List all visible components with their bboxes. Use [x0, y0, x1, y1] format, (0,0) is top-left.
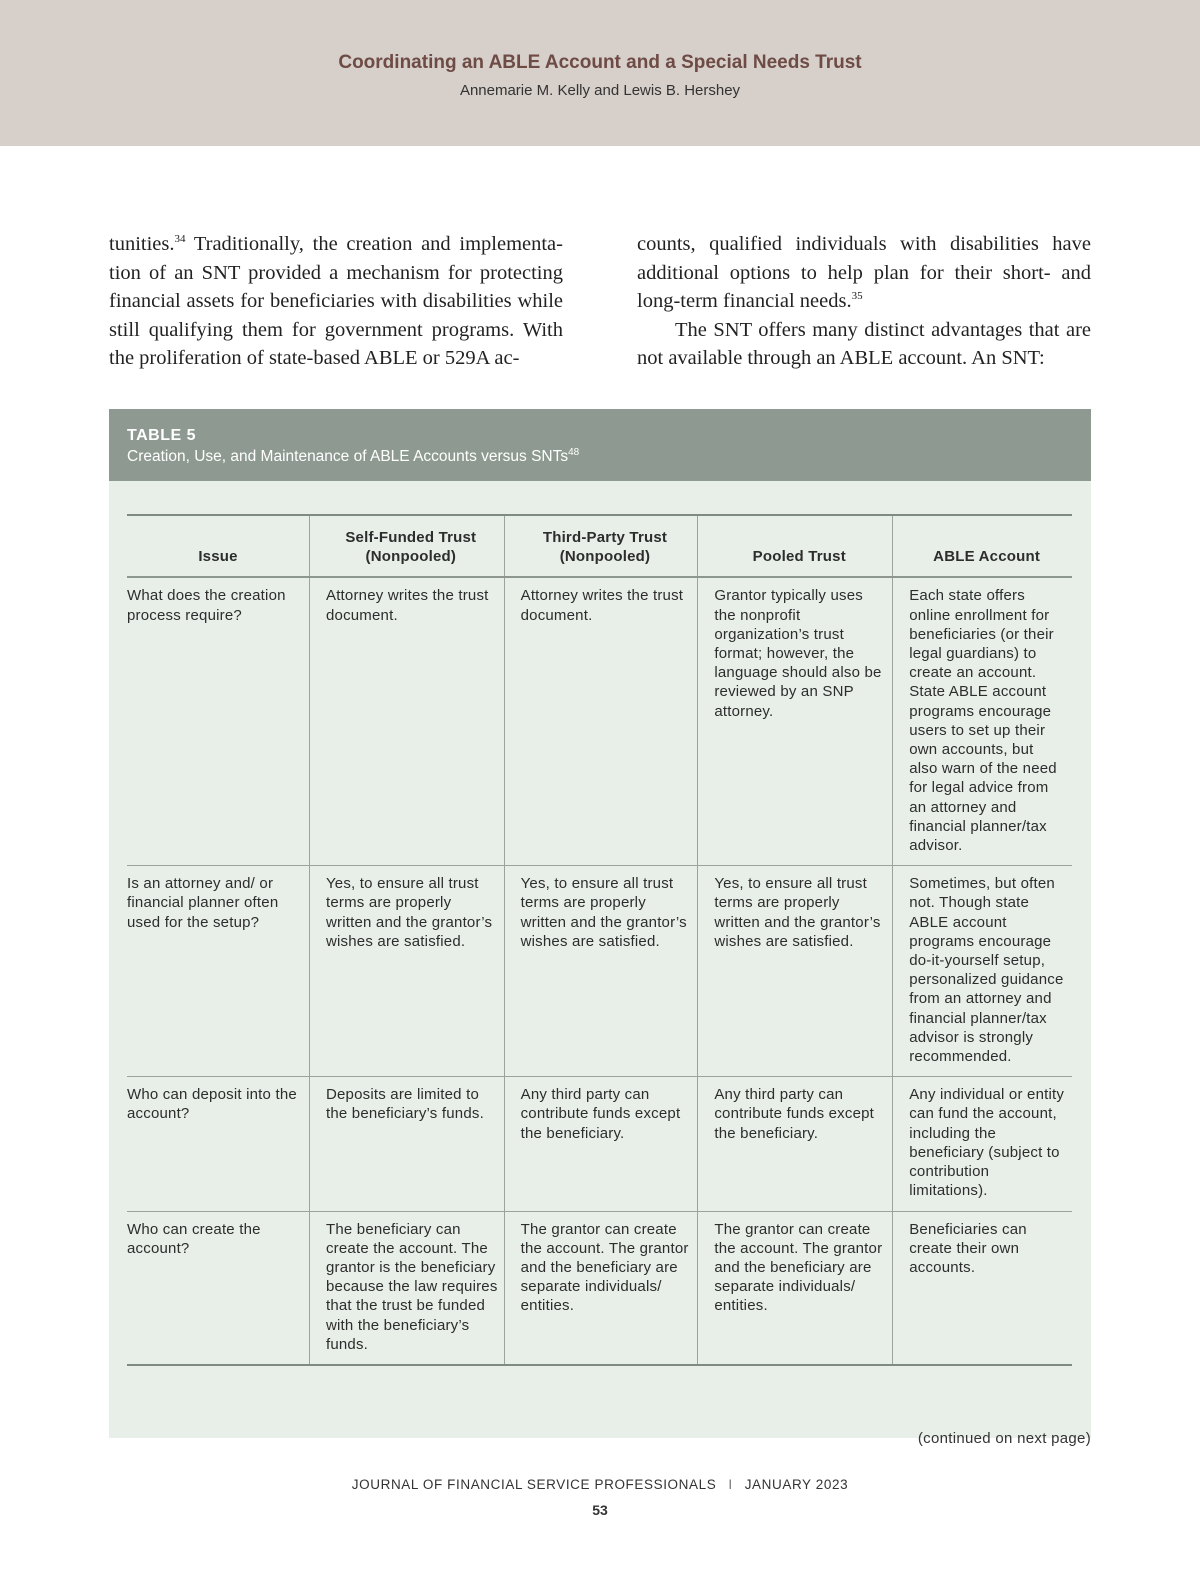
issue-cell: Who can create the account? — [127, 1211, 309, 1365]
continued-note: (continued on next page) — [917, 1430, 1091, 1447]
table-cell: Yes, to ensure all trust terms are properly written and the grantor’s wishes are satisfied. — [698, 866, 893, 1077]
left-paragraph — [109, 230, 563, 373]
article-authors: Annemarie M. Kelly and Lewis B. Hershey — [459, 82, 741, 99]
table-cell: Grantor typically uses the nonprofit organization’s trust format; however, the language should also be reviewed by an SNP attorney. — [698, 577, 893, 865]
table-cell: The grantor can create the account. The grantor and the beneficiary are separate individuals/ entities. — [698, 1211, 893, 1365]
issue-cell: What does the creation process require? — [127, 577, 309, 865]
table-cell: Beneficiaries can create their own accounts. — [893, 1211, 1072, 1365]
footer-separator: I — [728, 1477, 733, 1492]
caption-text: Creation, Use, and Maintenance of ABLE Accounts versus SNTs — [127, 448, 569, 466]
right-column — [637, 230, 1091, 373]
table-cell: Sometimes, but often not. Though state ABLE account programs encourage do-it-yourself setup, personalized guidance from an attorney and financial planner/tax advisor is strongly recommended. — [893, 866, 1072, 1077]
table-cell: Yes, to ensure all trust terms are properly written and the grantor’s wishes are satisfied. — [309, 866, 504, 1077]
table-label: TABLE 5 — [127, 427, 196, 444]
page-number: 53 — [592, 1502, 608, 1518]
table-heading — [109, 409, 1091, 481]
article-title: Coordinating an ABLE Account and a Special Needs Trust — [338, 52, 862, 73]
table-cell: Each state offers online enrollment for beneficiaries (or their legal guardians) to create an account. State ABLE account programs encourage users to set up their own accounts, but also warn of the need for legal advice from an attorney and financial planner/tax advisor. — [893, 577, 1072, 865]
column-header: Self-Funded Trust (Nonpooled) — [309, 515, 504, 577]
table-cell: The beneficiary can create the account. The grantor is the beneficiary because the law requires that the trust be funded with the beneficiary’s funds. — [309, 1211, 504, 1365]
table-cell: Yes, to ensure all trust terms are properly written and the grantor’s wishes are satisfied. — [504, 866, 698, 1077]
table-row — [127, 577, 1072, 865]
table-cell: Any individual or entity can fund the account, including the beneficiary (subject to contribution limitations). — [893, 1077, 1072, 1211]
left-column — [109, 230, 563, 373]
right-text-1: counts, qualified individuals with disabilities have additional options to help plan for their short- and long-term financial needs. — [637, 233, 1091, 312]
running-header — [0, 0, 1200, 146]
page-footer — [0, 1477, 1200, 1492]
left-text-start: tunities. — [109, 233, 175, 255]
right-paragraph-1 — [637, 230, 1091, 316]
table-cell: Deposits are limited to the beneficiary’s funds. — [309, 1077, 504, 1211]
column-header: Pooled Trust — [698, 515, 893, 577]
table-cell: Any third party can contribute funds except the beneficiary. — [698, 1077, 893, 1211]
footnote-ref: 48 — [568, 447, 580, 458]
body-text — [109, 230, 1091, 373]
right-paragraph-2: The SNT offers many distinct advantages that are not available through an ABLE account. An SNT: — [637, 318, 1091, 369]
column-header: Third-Party Trust (Nonpooled) — [504, 515, 698, 577]
left-text-rest: Traditionally, the creation and implementation of an SNT provided a mechanism for protecting financial assets for beneficiaries with disabilities while still qualifying them for government programs. With the proliferation of state-based ABLE or 529A ac- — [109, 233, 563, 369]
footnote-ref: 34 — [174, 233, 186, 246]
table-row — [127, 1077, 1072, 1211]
table-row — [127, 866, 1072, 1077]
issue-date: JANUARY 2023 — [744, 1477, 849, 1492]
table-caption — [127, 447, 1073, 466]
table-cell: Attorney writes the trust document. — [309, 577, 504, 865]
table-cell: Attorney writes the trust document. — [504, 577, 698, 865]
table-cell: Any third party can contribute funds except the beneficiary. — [504, 1077, 698, 1211]
header-row — [127, 515, 1072, 577]
table-row — [127, 1211, 1072, 1365]
footnote-ref: 35 — [851, 290, 863, 303]
column-header: ABLE Account — [893, 515, 1072, 577]
issue-cell: Is an attorney and/ or financial planner often used for the setup? — [127, 866, 309, 1077]
journal-name: JOURNAL OF FINANCIAL SERVICE PROFESSIONALS — [351, 1477, 717, 1492]
table-cell: The grantor can create the account. The grantor and the beneficiary are separate individuals/ entities. — [504, 1211, 698, 1365]
issue-cell: Who can deposit into the account? — [127, 1077, 309, 1211]
table-body — [127, 577, 1072, 1365]
comparison-table — [127, 514, 1072, 1366]
column-header: Issue — [127, 515, 309, 577]
table-panel — [109, 409, 1091, 1438]
